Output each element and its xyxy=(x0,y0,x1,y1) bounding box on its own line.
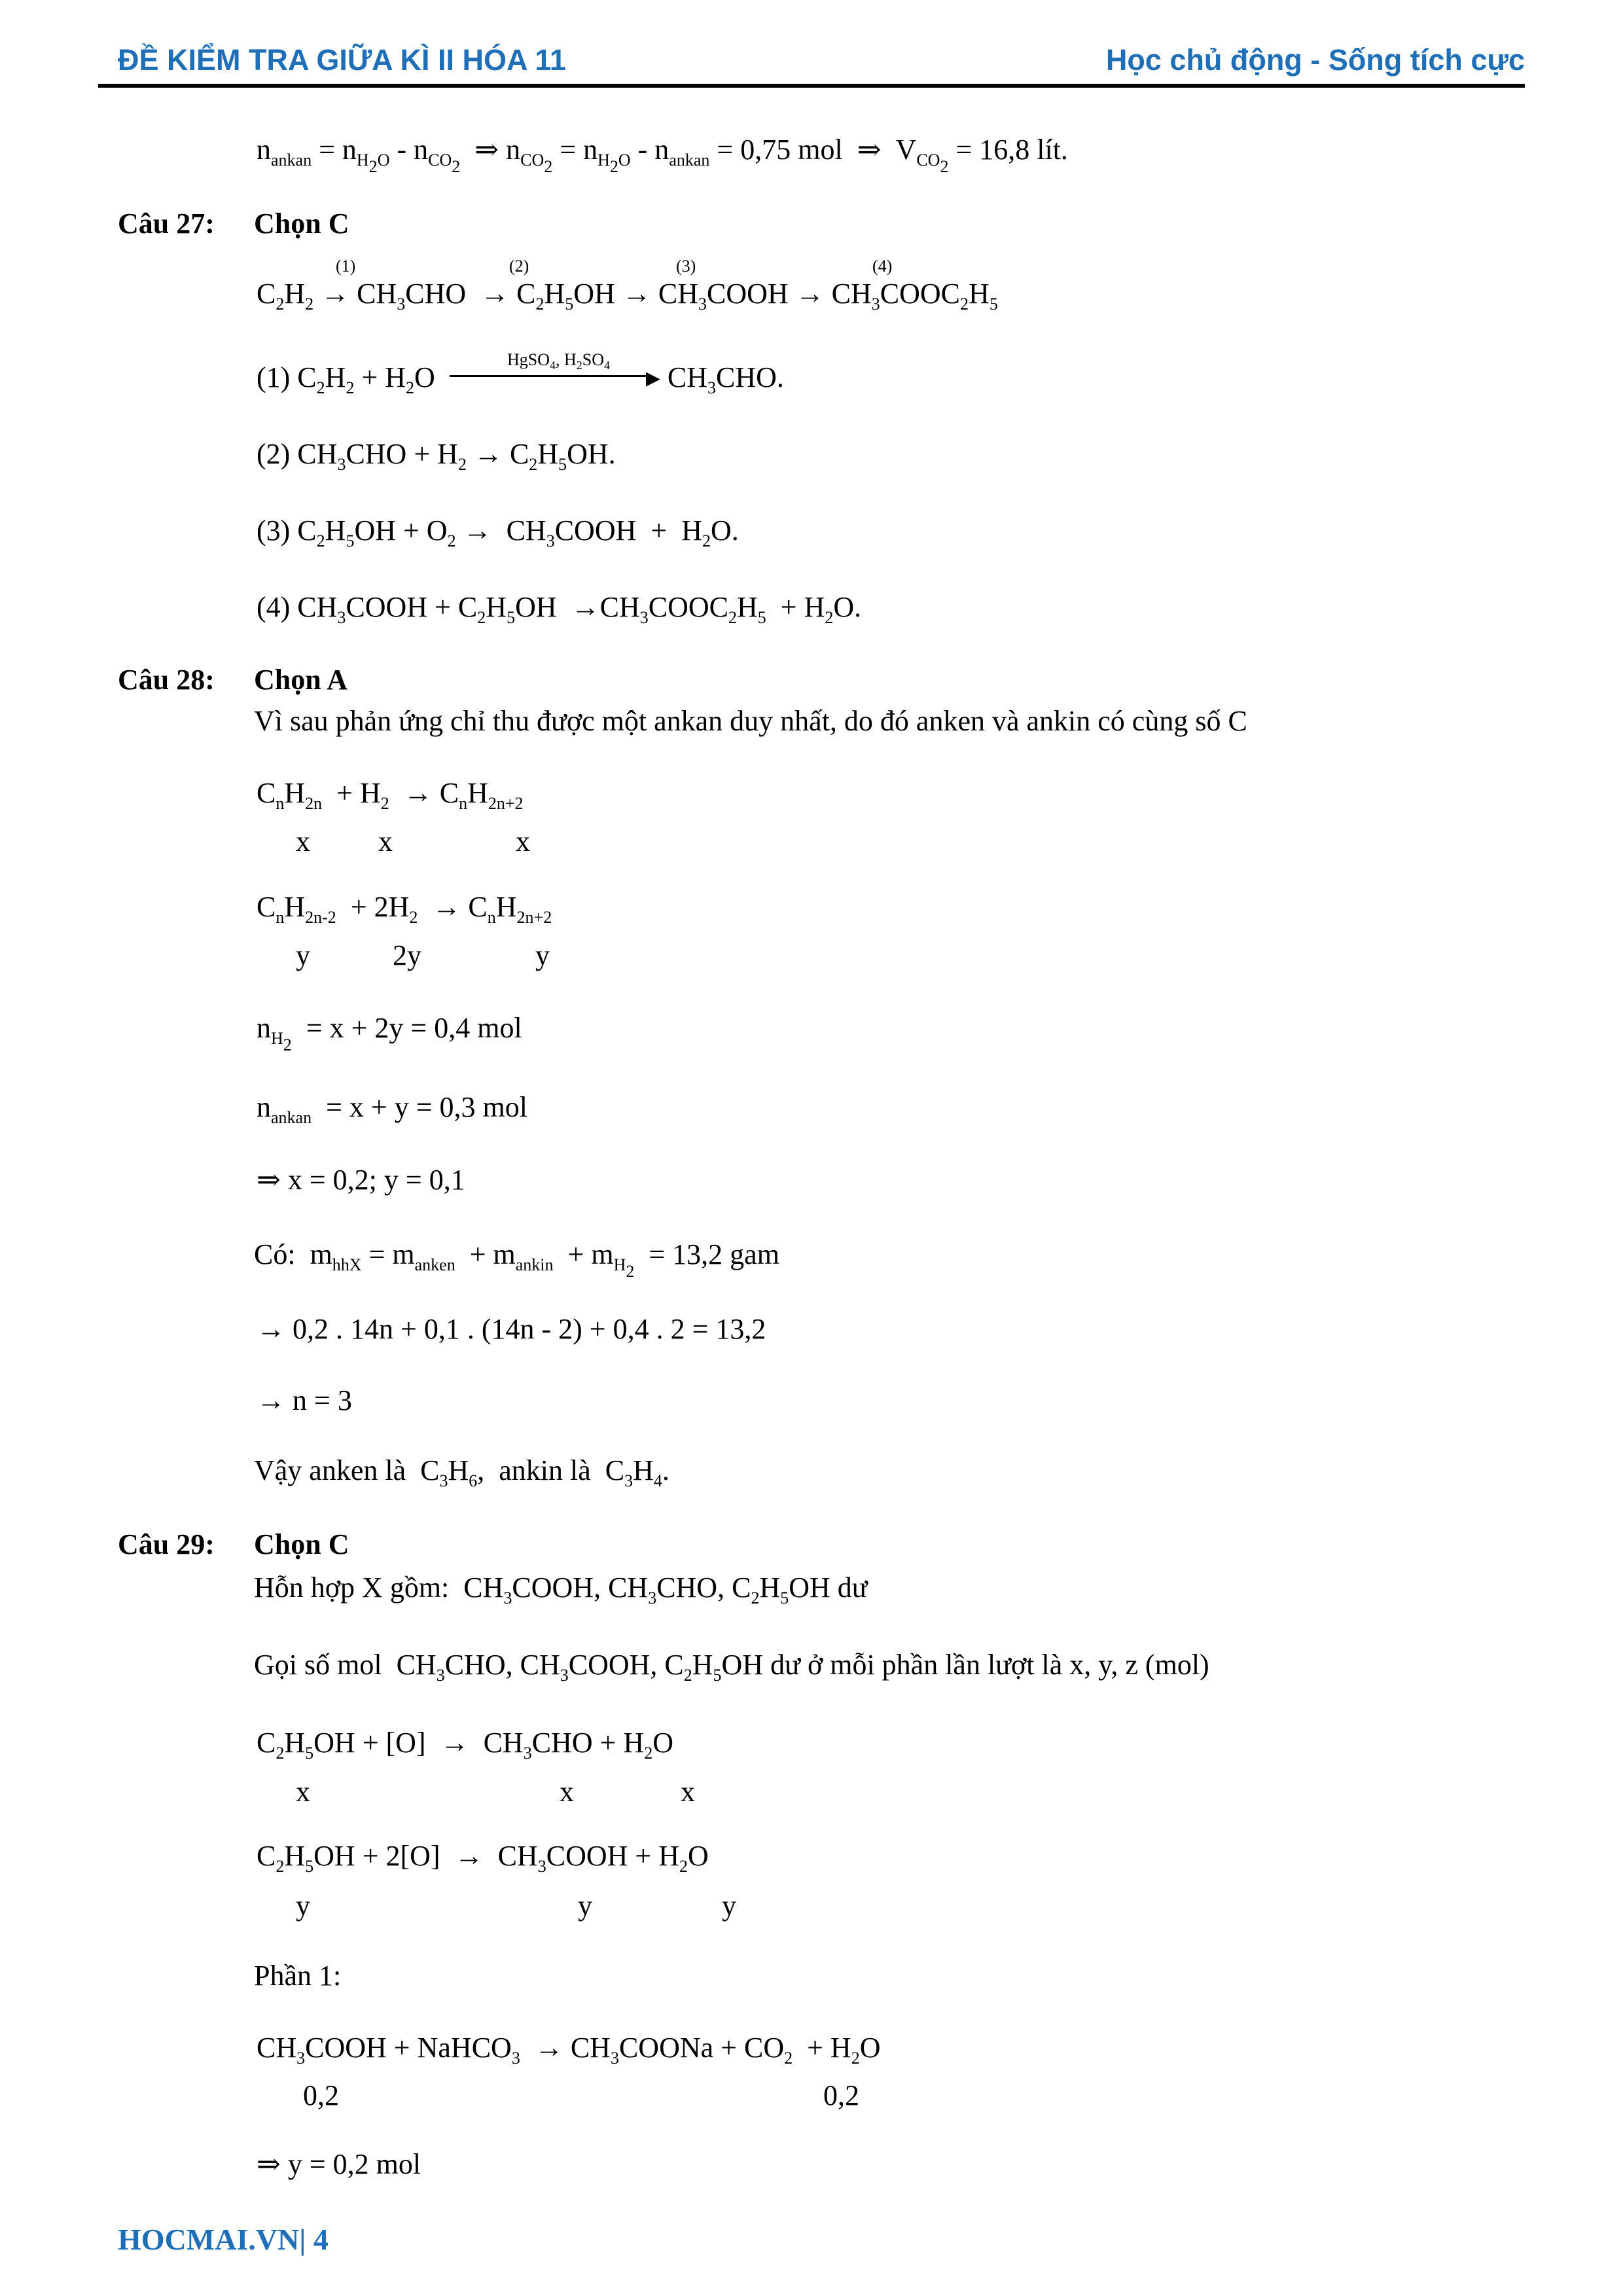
reaction-3: (3) $C_2H_5OH + O_2$ → $CH_3COOH + H_2O$. xyxy=(257,514,739,550)
question-27-label: Câu 27: xyxy=(118,207,215,240)
mole-ox1-c: x xyxy=(681,1776,695,1808)
result-xy: ⇒ x = 0,2; y = 0,1 xyxy=(257,1164,465,1196)
mass-equation: Có: $m_{hhX} = m_{anken} + m_{ankin} + m_{H_2} = 13,2$ gam xyxy=(254,1238,779,1281)
mole-x2: x xyxy=(378,825,393,857)
mole-nahco3-a: 0,2 xyxy=(303,2079,339,2111)
question-29-answer: Chọn C xyxy=(254,1528,349,1560)
equation-nankan: $n_{ankan} = x + y = 0,3$ mol xyxy=(257,1091,527,1127)
equation-alkyne: $C_nH_{2n-2} + 2H_2 \to C_nH_{2n+2}$ xyxy=(257,891,552,927)
equation-nh2: $n_{H_2} = x + 2y = 0,4$ mol xyxy=(257,1012,522,1054)
mole-y3: y xyxy=(535,939,550,971)
step-number-3: (3) xyxy=(676,257,696,276)
mole-ox1-a: x xyxy=(296,1776,310,1808)
question-29-label: Câu 29: xyxy=(118,1528,215,1560)
step-number-1: (1) xyxy=(336,257,356,276)
question-28-label: Câu 28: xyxy=(118,664,215,696)
equation-line: $n_{ankan} = n_{H_2O} - n_{CO_2}$ ⇒ $n_{CO_2} = n_{H_2O} - n_{ankan} = 0,75$ mol ⇒ $V_{CO_2} = 16,8$ lít. xyxy=(257,134,1068,176)
conclusion-28: Vậy anken là $C_3H_6$, ankin là $C_3H_4$. xyxy=(254,1454,669,1490)
mole-ox1-b: x xyxy=(560,1776,574,1808)
reaction-1: (1) $C_2H_2 + H_2O$ ▸ $CH_3CHO$. xyxy=(257,361,784,397)
mole-definition: Gọi số mol $CH_3CHO$, $CH_3COOH$, $C_2H_5OH$ dư ở mỗi phần lần lượt là x, y, z (mol) xyxy=(254,1649,1209,1685)
header-slogan: Học chủ động - Sống tích cực xyxy=(1105,43,1525,77)
catalyst-label: HgSO$_4$, $H_2SO_4$ xyxy=(507,350,611,372)
mole-y1: y xyxy=(296,939,310,971)
part-1-label: Phần 1: xyxy=(254,1960,342,1992)
mole-x1: x xyxy=(296,825,310,857)
mole-ox2-a: y xyxy=(296,1890,310,1922)
question-27-answer: Chọn C xyxy=(254,207,349,240)
mixture-x: Hỗn hợp X gồm: $CH_3COOH$, $CH_3CHO$, $C_2H_5OH$ dư xyxy=(254,1571,868,1607)
equation-alkene: $C_nH_{2n} + H_2 \to C_nH_{2n+2}$ xyxy=(257,777,524,813)
equation-oxidation-1: $C_2H_5OH + [O] \to CH_3CHO + H_2O$ xyxy=(257,1727,673,1763)
mole-nahco3-b: 0,2 xyxy=(823,2079,859,2111)
reaction-chain: $C_2H_2 \to CH_3CHO \to C_2H_5OH$ → $CH_3COOH$ → $CH_3COOC_2H_5$ xyxy=(257,278,998,314)
equation-oxidation-2: $C_2H_5OH + 2[O]$ → $CH_3COOH + H_2O$ xyxy=(257,1840,709,1876)
equation-nahco3: $CH_3COOH$ + NaHCO$_3$ → $CH_3COONa + CO_2 + H_2O$ xyxy=(257,2032,881,2068)
mole-y2: 2y xyxy=(393,939,421,971)
mole-ox2-b: y xyxy=(578,1890,592,1922)
question-28-explanation: Vì sau phản ứng chỉ thu được một ankan duy nhất, do đó anken và ankin có cùng số C xyxy=(254,705,1247,737)
step-number-4: (4) xyxy=(872,257,893,276)
result-y: ⇒ y = 0,2 mol xyxy=(257,2148,421,2180)
mole-x3: x xyxy=(516,825,530,857)
header-divider xyxy=(98,84,1525,88)
mole-ox2-c: y xyxy=(722,1890,736,1922)
header-title: ĐỀ KIỂM TRA GIỮA KÌ II HÓA 11 xyxy=(118,43,566,77)
question-28-answer: Chọn A xyxy=(254,664,348,696)
result-n: → n = 3 xyxy=(257,1384,352,1416)
footer-page-number: HOCMAI.VN| 4 xyxy=(118,2223,329,2256)
reaction-4: (4) $CH_3COOH + C_2H_5OH$ $\to CH_3COOC_2H_5 + H_2O$. xyxy=(257,591,862,627)
step-number-2: (2) xyxy=(509,257,529,276)
calculation-line: → 0,2 . 14n + 0,1 . (14n - 2) + 0,4 . 2 = 13,2 xyxy=(257,1313,766,1345)
reaction-2: (2) $CH_3CHO + H_2 \to C_2H_5OH$. xyxy=(257,438,616,474)
